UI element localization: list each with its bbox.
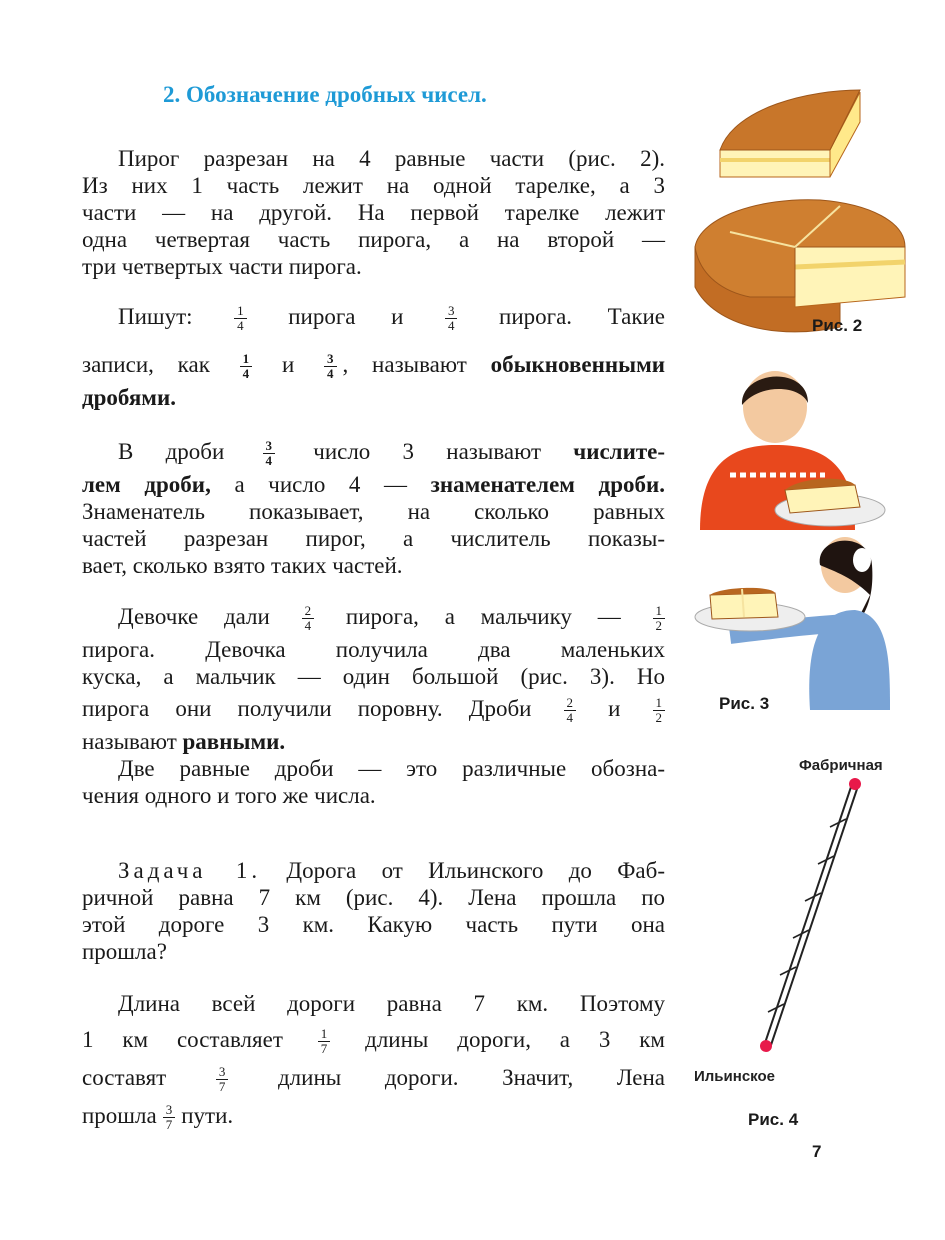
task-label: Задача 1.: [118, 858, 262, 883]
text-line: Знаменатель показывает, на сколько равных: [82, 499, 665, 524]
text-line: прошла $\frac{3}{7}$ пути.: [82, 1102, 234, 1133]
text-line: называют равными.: [82, 729, 286, 754]
text-line: составят $\frac{3}{7}$ длины дороги. Значит, Лена: [82, 1064, 666, 1095]
figure-4-caption: Рис. 4: [748, 1110, 799, 1129]
figure-3-caption: Рис. 3: [719, 694, 770, 713]
text-line: три четвертых части пирога.: [82, 254, 362, 279]
boy-figure: [700, 371, 885, 530]
road-line: [764, 784, 858, 1048]
station-ilinskoe-label: Ильинское: [694, 1068, 775, 1085]
task-1-solution: [82, 990, 665, 1135]
figure-2-caption: Рис. 2: [812, 316, 863, 335]
cake-slice-single: [720, 90, 860, 177]
text-line: Пишут: $\frac{1}{4}$ пирога и $\frac{3}{4}$ пирога. Такие: [118, 303, 666, 334]
text-line: частей разрезан пирог, а числитель показы-: [82, 526, 665, 551]
cake-three-quarters: [695, 200, 905, 332]
paragraph-equal-fractions: [82, 598, 665, 809]
fraction-three-quarters: $\frac{3}{4}$: [445, 304, 458, 333]
fraction-three-sevenths: $\frac{3}{7}$: [216, 1065, 229, 1094]
text-line: пирога. Девочка получила два маленьких: [82, 637, 665, 662]
text-line: одна четвертая часть пирога, а на второй —: [82, 227, 665, 252]
text-line: В дроби $\frac{3}{4}$ число 3 называют числите-: [118, 438, 666, 469]
fraction-two-quarters: $\frac{2}{4}$: [564, 696, 577, 725]
girl-figure: [695, 537, 890, 710]
text-line: 1 км составляет $\frac{1}{7}$ длины дороги, а 3 км: [82, 1026, 665, 1057]
text-line: Две равные дроби — это различные обозна-: [118, 756, 665, 781]
text-line: дробями.: [82, 385, 176, 410]
text-line: части — на другой. На первой тарелке лежит: [82, 200, 665, 225]
children-illustration: [690, 365, 890, 710]
text-line: вает, сколько взято таких частей.: [82, 553, 403, 578]
section-heading: 2. Обозначение дробных чисел.: [163, 82, 487, 107]
fraction-one-half: $\frac{1}{2}$: [653, 604, 666, 633]
paragraph-notation: [82, 298, 665, 411]
road-marker-ilinskoe: [760, 1040, 772, 1052]
text-line: прошла?: [82, 939, 167, 964]
task-1: [82, 857, 665, 965]
text-line: Девочке дали $\frac{2}{4}$ пирога, а мальчику — $\frac{1}{2}$: [82, 598, 665, 636]
fraction-one-seventh: $\frac{1}{7}$: [318, 1027, 331, 1056]
text-line: Из них 1 часть лежит на одной тарелке, а 3: [82, 173, 665, 198]
text-line: пирога они получили поровну. Дроби $\frac{2}{4}$ и $\frac{1}{2}$: [82, 690, 665, 728]
text-line: Пирог разрезан на 4 равные части (рис. 2).: [118, 146, 665, 171]
text-line: чения одного и того же числа.: [82, 783, 376, 808]
text-line: этой дороге 3 км. Какую часть пути она: [82, 912, 665, 937]
fraction-three-quarters: $\frac{3}{4}$: [324, 352, 337, 381]
text-line: лем дроби, а число 4 — знаменателем дроби.: [82, 472, 665, 497]
road-diagram: [750, 770, 870, 1060]
paragraph-numerator: [82, 433, 665, 579]
fraction-three-quarters: $\frac{3}{4}$: [263, 439, 276, 468]
fraction-two-quarters: $\frac{2}{4}$: [302, 604, 315, 633]
fraction-one-half: $\frac{1}{2}$: [653, 696, 666, 725]
fraction-one-quarter: $\frac{1}{4}$: [240, 352, 253, 381]
fraction-three-sevenths: $\frac{3}{7}$: [163, 1103, 176, 1132]
text-line: ричной равна 7 км (рис. 4). Лена прошла по: [82, 885, 665, 910]
text-line: Длина всей дороги равна 7 км. Поэтому: [118, 991, 665, 1016]
fraction-one-quarter: $\frac{1}{4}$: [234, 304, 247, 333]
text-line: Задача 1. Дорога от Ильинского до Фаб-: [118, 858, 665, 883]
paragraph-cake-cut: [82, 145, 665, 280]
page-number: 7: [812, 1142, 822, 1161]
text-line: куска, а мальчик — один большой (рис. 3). Но: [82, 664, 665, 689]
station-fabrichnaya-label: Фабричная: [799, 757, 883, 774]
text-line: записи, как $\frac{1}{4}$ и $\frac{3}{4}$ , называют обыкновенными: [82, 351, 665, 382]
road-marker-fabrichnaya: [849, 778, 861, 790]
cake-illustration: [690, 82, 920, 342]
